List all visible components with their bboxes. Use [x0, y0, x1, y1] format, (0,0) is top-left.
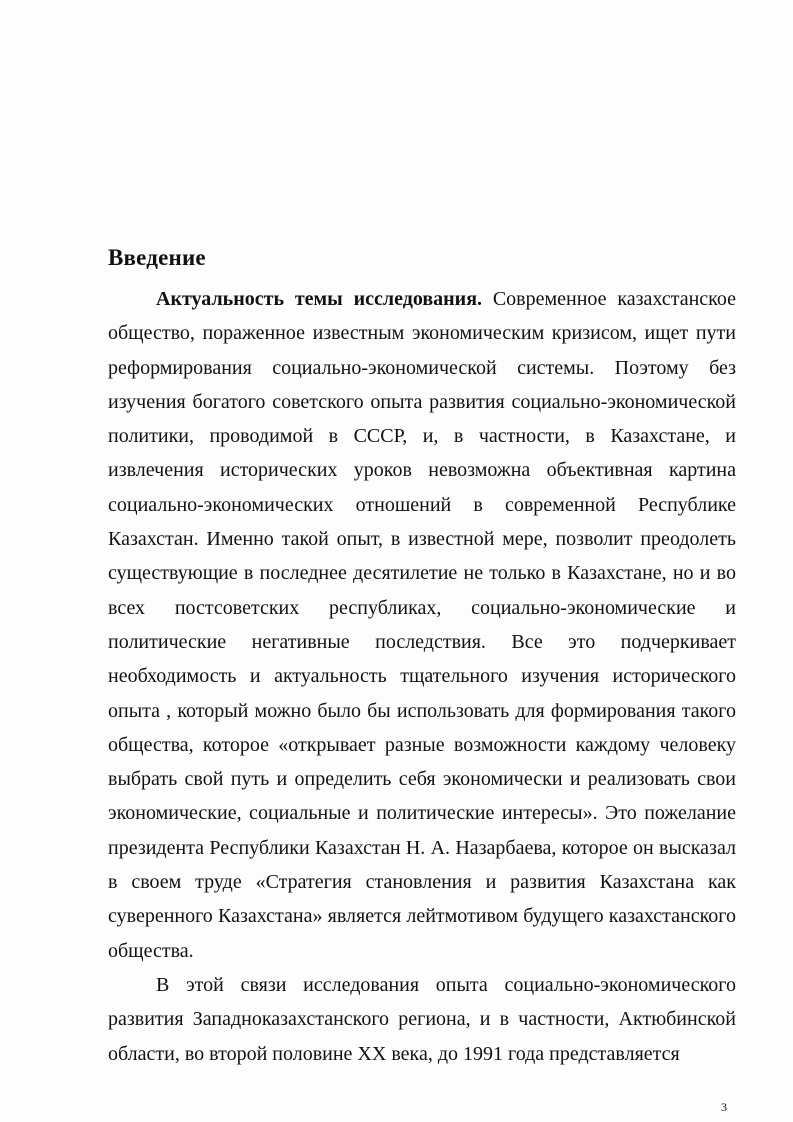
page-number: 3	[721, 1100, 727, 1114]
paragraph-research-context	[108, 968, 736, 1071]
section-heading: Введение	[108, 245, 206, 270]
paragraph-text: Современное казахстанское общество, пораженное известным экономическим кризисом, ищет пути реформирования социально-экономической системы. Поэтому без изучения богатого советского опыта развития социально-экономической политики, проводимой в СССР, и, в частности, в Казахстане, и извлечения исторических уроков невозможна объективная картина социально-экономических отношений в современной Республике Казахстан. Именно такой опыт, в известной мере, позволит преодолеть существующие в последнее десятилетие не только в Казахстане, но и во всех постсоветских республиках, социально-экономические и политические негативные последствия. Все это подчеркивает необходимость и актуальность тщательного изучения исторического опыта , который можно было бы использовать для формирования такого общества, которое «открывает разные возможности каждому человеку выбрать свой путь и определить себя экономически и реализовать свои экономические, социальные и политические интересы». Это пожелание президента Республики Казахстан Н. А. Назарбаева, которое он высказал в своем труде «Стратегия становления и развития Казахстана как суверенного Казахстана» является лейтмотивом будущего казахстанского общества.	[108, 288, 737, 962]
paragraph-relevance	[108, 282, 736, 968]
paragraph-text: В этой связи исследования опыта социально-экономического развития Западноказахстанского региона, и в частности, Актюбинской области, во второй половине XX века, до 1991 года представляется	[108, 974, 736, 1065]
paragraph-lead: Актуальность темы исследования.	[156, 288, 483, 310]
